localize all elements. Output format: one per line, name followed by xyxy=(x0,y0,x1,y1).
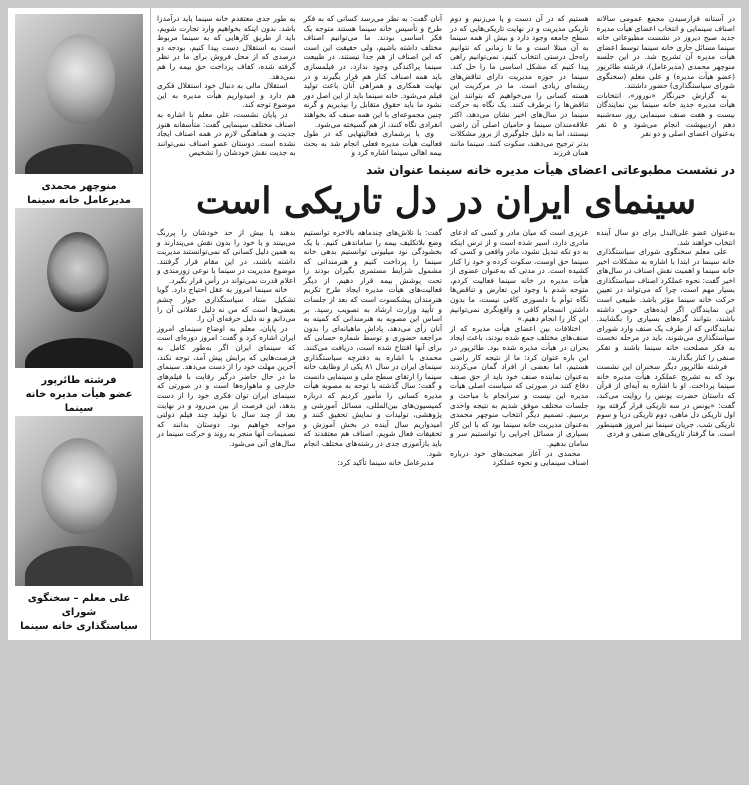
photo-caption xyxy=(15,592,143,634)
portrait-photo-icon xyxy=(15,416,143,586)
caption-name: منوچهر محمدی xyxy=(41,181,117,192)
article-column-top-1 xyxy=(597,14,736,158)
caption-title: مدیرعامل خانه سینما xyxy=(27,195,131,206)
article-column-bottom-4 xyxy=(157,228,296,468)
newspaper-page xyxy=(8,8,741,640)
paragraph: در آستانه فرارسیدن مجمع عمومی سالانه اصناف سینمایی و انتخاب اعضای هیأت مدیره جدید صبح دیروز در نشست مطبوعاتی خانه سینما مسائل جاری خانه سینما توسط اعضای هیأت مدیره آن تشریح شد. در این جلسه منوچهر محمدی (مدیرعامل)، فرشته طائرپور (عضو هیأت مدیره) و علی معلم (سخنگوی شورای سیاستگذاری) حضور داشتند. xyxy=(596,14,735,91)
paragraph: بدهند یا بیش از حد خودشان را پررنگ می‌بینند و یا خود را بدون نقش می‌پندارند و به همین دلیل کسانی که نمی‌توانستند مدیریت داشته باشند، در این مقام قرار گرفتند. موضوع مدیریت در سینما با نوعی زورمندی و اعلام قدرت نمی‌تواند در رأس قرار بگیرد. xyxy=(157,227,296,285)
paragraph: محمدی در آغاز صحبت‌های خود درباره اصناف سینمایی و نحوه عملکرد xyxy=(450,448,589,468)
article-column-top-3 xyxy=(304,14,443,158)
article-headline: سینمای ایران در دل تاریکی است xyxy=(195,179,697,222)
article-body xyxy=(151,8,741,640)
paragraph: استقلال مالی به دنبال خود استقلال فکری هم دارد و امیدواریم هیأت مدیره به این موضوع توجه کند. xyxy=(157,81,296,110)
caption-name: فرشته طائرپور xyxy=(41,375,117,386)
paragraph: عزیزی است که میان مادر و کسی که ادعای مادری دارد، اسیر شده است و از ترس اینکه به دو تکه تبدیل نشود، مادر واقعی و کسی که سینما حق اوست، سکوت کرده و خود را کنار کشیده است. در مدتی که به‌عنوان عضوی از هیأت مدیره در خانه سینما فعالیت کردم، متوجه شدم با وجود این تعارض و تناقض‌ها نگاه توأم با دلسوزی کافی نیست، ما بدون داشتن انسجام کافی و واقع‌نگری نمی‌توانیم این کار را انجام دهیم.» xyxy=(450,227,589,324)
portrait-photo-icon xyxy=(15,14,143,174)
paragraph: گفت: با تلاش‌های چندماهه بالاخره توانستیم وضع بلاتکلیف بیمه را ساماندهی کنیم. با یک بخشودگی نود میلیونی توانستیم بدهی خانه سینما را پرداخت کنیم و هنرمندانی که مشمول شرایط مستمری بگیران بودند را تحت پوشش بیمه قرار دهیم. از دیگر فعالیت‌های هیأت مدیره ایجاد طرح تکریم هنرمندان پیشکسوت است که بعد از جلسات و تأیید وزارت ارشاد به تصویب رسید. بر اساس این مصوبه به هنرمندانی که کمیته به آنان رأی می‌دهد، پاداش ماهیانه‌ای را بدون مراجعه حضوری و توسط شماره حسابی که برای آنها افتتاح شده است، دریافت می‌کنند. محمدی با اشاره به دفترچه سیاستگذاری سینمای ایران در سال ۸۱ یکی از وظایف خانه سینما را ارتقای سطح ملی و سینمایی دانست و گفت: سال گذشته با توجه به مصوبه هیأت مدیره کسانی را مأمور کردیم که درباره کمیسیون‌های بین‌المللی، مسائل آموزشی و پژوهشی، تولیدات و نمایش تحقیق کنند و امیدواریم سال آینده در بخش آموزش و تحقیقات فعال شویم. اصناف هم معتقدند که باید بازآموزی جدی در رشته‌های مختلف انجام شود. xyxy=(303,227,442,458)
paragraph: آنان گفت: به نظر می‌رسد کسانی که به فکر طرح و تأسیس خانه سینما هستند متوجه یک فکر اساسی بودند. ما می‌توانیم اصناف مختلف داشته باشیم، ولی حقیقت این است که این اصناف از هم جدا نیستند. در طبیعت سینما پراکندگی وجود ندارد، در فیلمسازی باید همه اصناف کنار هم قرار بگیرند و در نهایت همکاری و همراهی آنان باعث تولید فیلم می‌شود. خانه سینما باید از این اصل دور نشود ما باید حقوق متقابل را بپذیریم و گرنه چنین مجموعه‌ای با این همه صنف که بخواهند انفرادی نگاه کنند، از هم گسیخته می‌شود. xyxy=(303,14,442,129)
paragraph: در پایان، معلم به اوضاع سینمای امروز ایران اشاره کرد و گفت: امروز دوره‌ای است که سینمای ایران اگر به‌طور کامل به فرصت‌هایی که برایش پیش آمد، توجه نکند، آخرین مهلت خود را از دست می‌دهد. سینمای ما در حال حاضر درگیر رقابت با فیلم‌های خارجی و ماهواره‌ها است و در صورتی که سینمای ایران توان فکری خود را از دست بدهد، این فرصت از بین می‌رود و در نهایت بعد از چند سال با تولید چند فیلم دولتی مواجه خواهیم بود. دوستان بدانند که تصمیمات آنها منجر به روند و حرکت سینما در سال‌های آتی می‌شود. xyxy=(157,323,296,448)
paragraph: مدیرعامل خانه سینما تأکید کرد: xyxy=(337,458,434,468)
paragraph: وی با برشماری فعالیتهایی که در طول فعالیت هیأت مدیره فعلی انجام شد به بحث بیمه اهالی سینما اشاره کرد و xyxy=(303,129,442,158)
paragraph: خانه سینما امروز به عقل احتیاج دارد. گویا تشکیل ستاد سیاستگذاری خوار چشم بعضی‌ها است که من نه دلیل عقلانی آن را می‌دانم و نه دلیل حرفه‌ای آن را. xyxy=(157,285,296,324)
paragraph: در پایان نشست، علی معلم با اشاره به اصناف مختلف سینمایی گفت: متأسفانه هنوز جدیت و هماهنگی لازم در همه اصناف ایجاد نشده است. دوستان عضو اصناف نمی‌توانند به جدیت نقش خودشان را تشخیص xyxy=(157,109,296,158)
photo-block-mohammadi xyxy=(15,14,143,208)
article-columns-top xyxy=(157,14,735,158)
paragraph: به طور جدی معتقدم خانه سینما باید درآمدزا باشد. بدون اینکه بخواهیم وارد تجارت شویم، باید از طریق کارهایی که به سینما مربوط است به استقلال دست پیدا کنیم، بودجه دو درصدی که از محل فروش برای ما در نظر گرفته شده، کفاف پرداخت حق بیمه را هم نمی‌دهد. xyxy=(157,14,296,81)
paragraph: فرشته طائرپور دیگر سخنران این نشست بود که به تشریح عملکرد هیأت مدیره خانه سینما پرداخت. او با اشاره به آیه‌ای از قرآن که داستان حضرت یونس را روایت می‌کند، گفت: «یونس در سه تاریکی قرار گرفته بود اول تاریکی دل ماهی، دوم تاریکی دریا و سوم تاریکی شب. جریان سینما نیز امروز همینطور است. ما گرفتار تاریکی‌های صنفی و فردی xyxy=(596,362,735,439)
article-column-bottom-3 xyxy=(304,228,443,468)
photo-caption xyxy=(15,374,143,416)
paragraph: به گزارش خبرنگار «نوروز»، انتخابات هیأت مدیره جدید خانه سینما بین نمایندگان بیست و هفت صنف سینمایی روز سه‌شنبه دهم اردیبهشت انجام می‌شود و ۵ نفر به‌عنوان اعضای اصلی و دو نفر xyxy=(596,90,735,139)
article-column-bottom-2 xyxy=(450,228,589,468)
photo-block-taerpour xyxy=(15,208,143,416)
paragraph: اختلافات بین اعضای هیأت مدیره که از صنف‌های مختلف جمع شده بودند، باعث ایجاد بحران در هیأت مدیره شده بود. طائرپور در این باره عنوان کرد: ما از نتیجه کار راضی هستیم، اما بعضی از افراد گمان می‌کردند به‌عنوان نماینده صنف خود باید از حق صنف دفاع کنند در صورتی که سیاست اصلی هیأت مدیره این نیست و سرانجام با مباحث و جلسات مختلف موفق شدیم به نتیجه واحدی برسیم. تصمیم دیگر انتخاب منوچهر محمدی به‌عنوان مدیریت خانه سینما بود که با این کار بسیاری از مسائل اجرایی را توانستیم سر و سامان بدهیم. xyxy=(450,323,589,448)
paragraph: هستیم که در آن دست و پا می‌زنیم و دوم تاریکی مدیریت و در نهایت تاریکی‌هایی که در سطح جامعه وجود دارد و بیش از همه سینما به آن مبتلا است و ما تا زمانی که نتوانیم راه‌حل درستی انتخاب کنیم، نمی‌توانیم راهی پیدا کنیم که مشکل اساسی ما را حل کند. سینما در حوزه مدیریت دارای تناقض‌های ریشه‌ای زیادی است. ما در مرکزیت این هسته کسانی را می‌خواهیم که بتوانند این تناقض‌ها را برطرف کنند. یک نگاه به حرکت سینما در سال‌های اخیر نشان می‌دهد، اکثر علاقه‌مندان سینما و حامیان اصلی آن راضی نیستند، اما به دلیل جلوگیری از بروز مشکلات بدتر ترجیح می‌دهند، سکوت کنند. سینما مانند همان فرزند xyxy=(450,14,589,158)
paragraph: به‌عنوان عضو علی‌البدل برای دو سال آینده انتخاب خواهند شد. xyxy=(596,227,735,247)
article-column-top-4 xyxy=(157,14,296,158)
photo-block-moallem xyxy=(15,416,143,634)
caption-title: عضو هیأت مدیره خانه سینما xyxy=(25,389,133,414)
portrait-photo-icon xyxy=(15,208,143,368)
article-column-top-2 xyxy=(450,14,589,158)
article-columns-bottom xyxy=(157,228,735,468)
caption-title: سیاستگذاری خانه سینما xyxy=(20,621,138,632)
photo-caption xyxy=(15,180,143,208)
article-column-bottom-1 xyxy=(597,228,736,468)
paragraph: علی معلم سخنگوی شورای سیاستگذاری خانه سینما در ابتدا با اشاره به مشکلات اخیر خانه سینما و اهمیت نقش اصناف در سال‌های اخیر گفت: نحوه عملکرد اصناف سیاستگذاری بسیار مهم است، چرا که می‌تواند در تعیین حرکت خانه سینما مؤثر باشد. طبیعی است این نمایندگان اگر ایده‌های خوبی داشته باشند، بتوانند گره‌های بسیاری را بگشایند. نمایندگانی که از طرف یک صنف وارد شورای سیاستگذاری می‌شوند، باید در مرحله نخست به فکر مصلحت خانه سینما باشند و تفکر صنفی را کنار بگذارند. xyxy=(596,247,735,362)
caption-name: علی معلم – سخنگوی شورای xyxy=(27,593,131,618)
photo-sidebar xyxy=(8,8,151,640)
article-kicker: در نشست مطبوعاتی اعضای هیأت مدیره خانه سینما عنوان شد xyxy=(366,162,735,177)
